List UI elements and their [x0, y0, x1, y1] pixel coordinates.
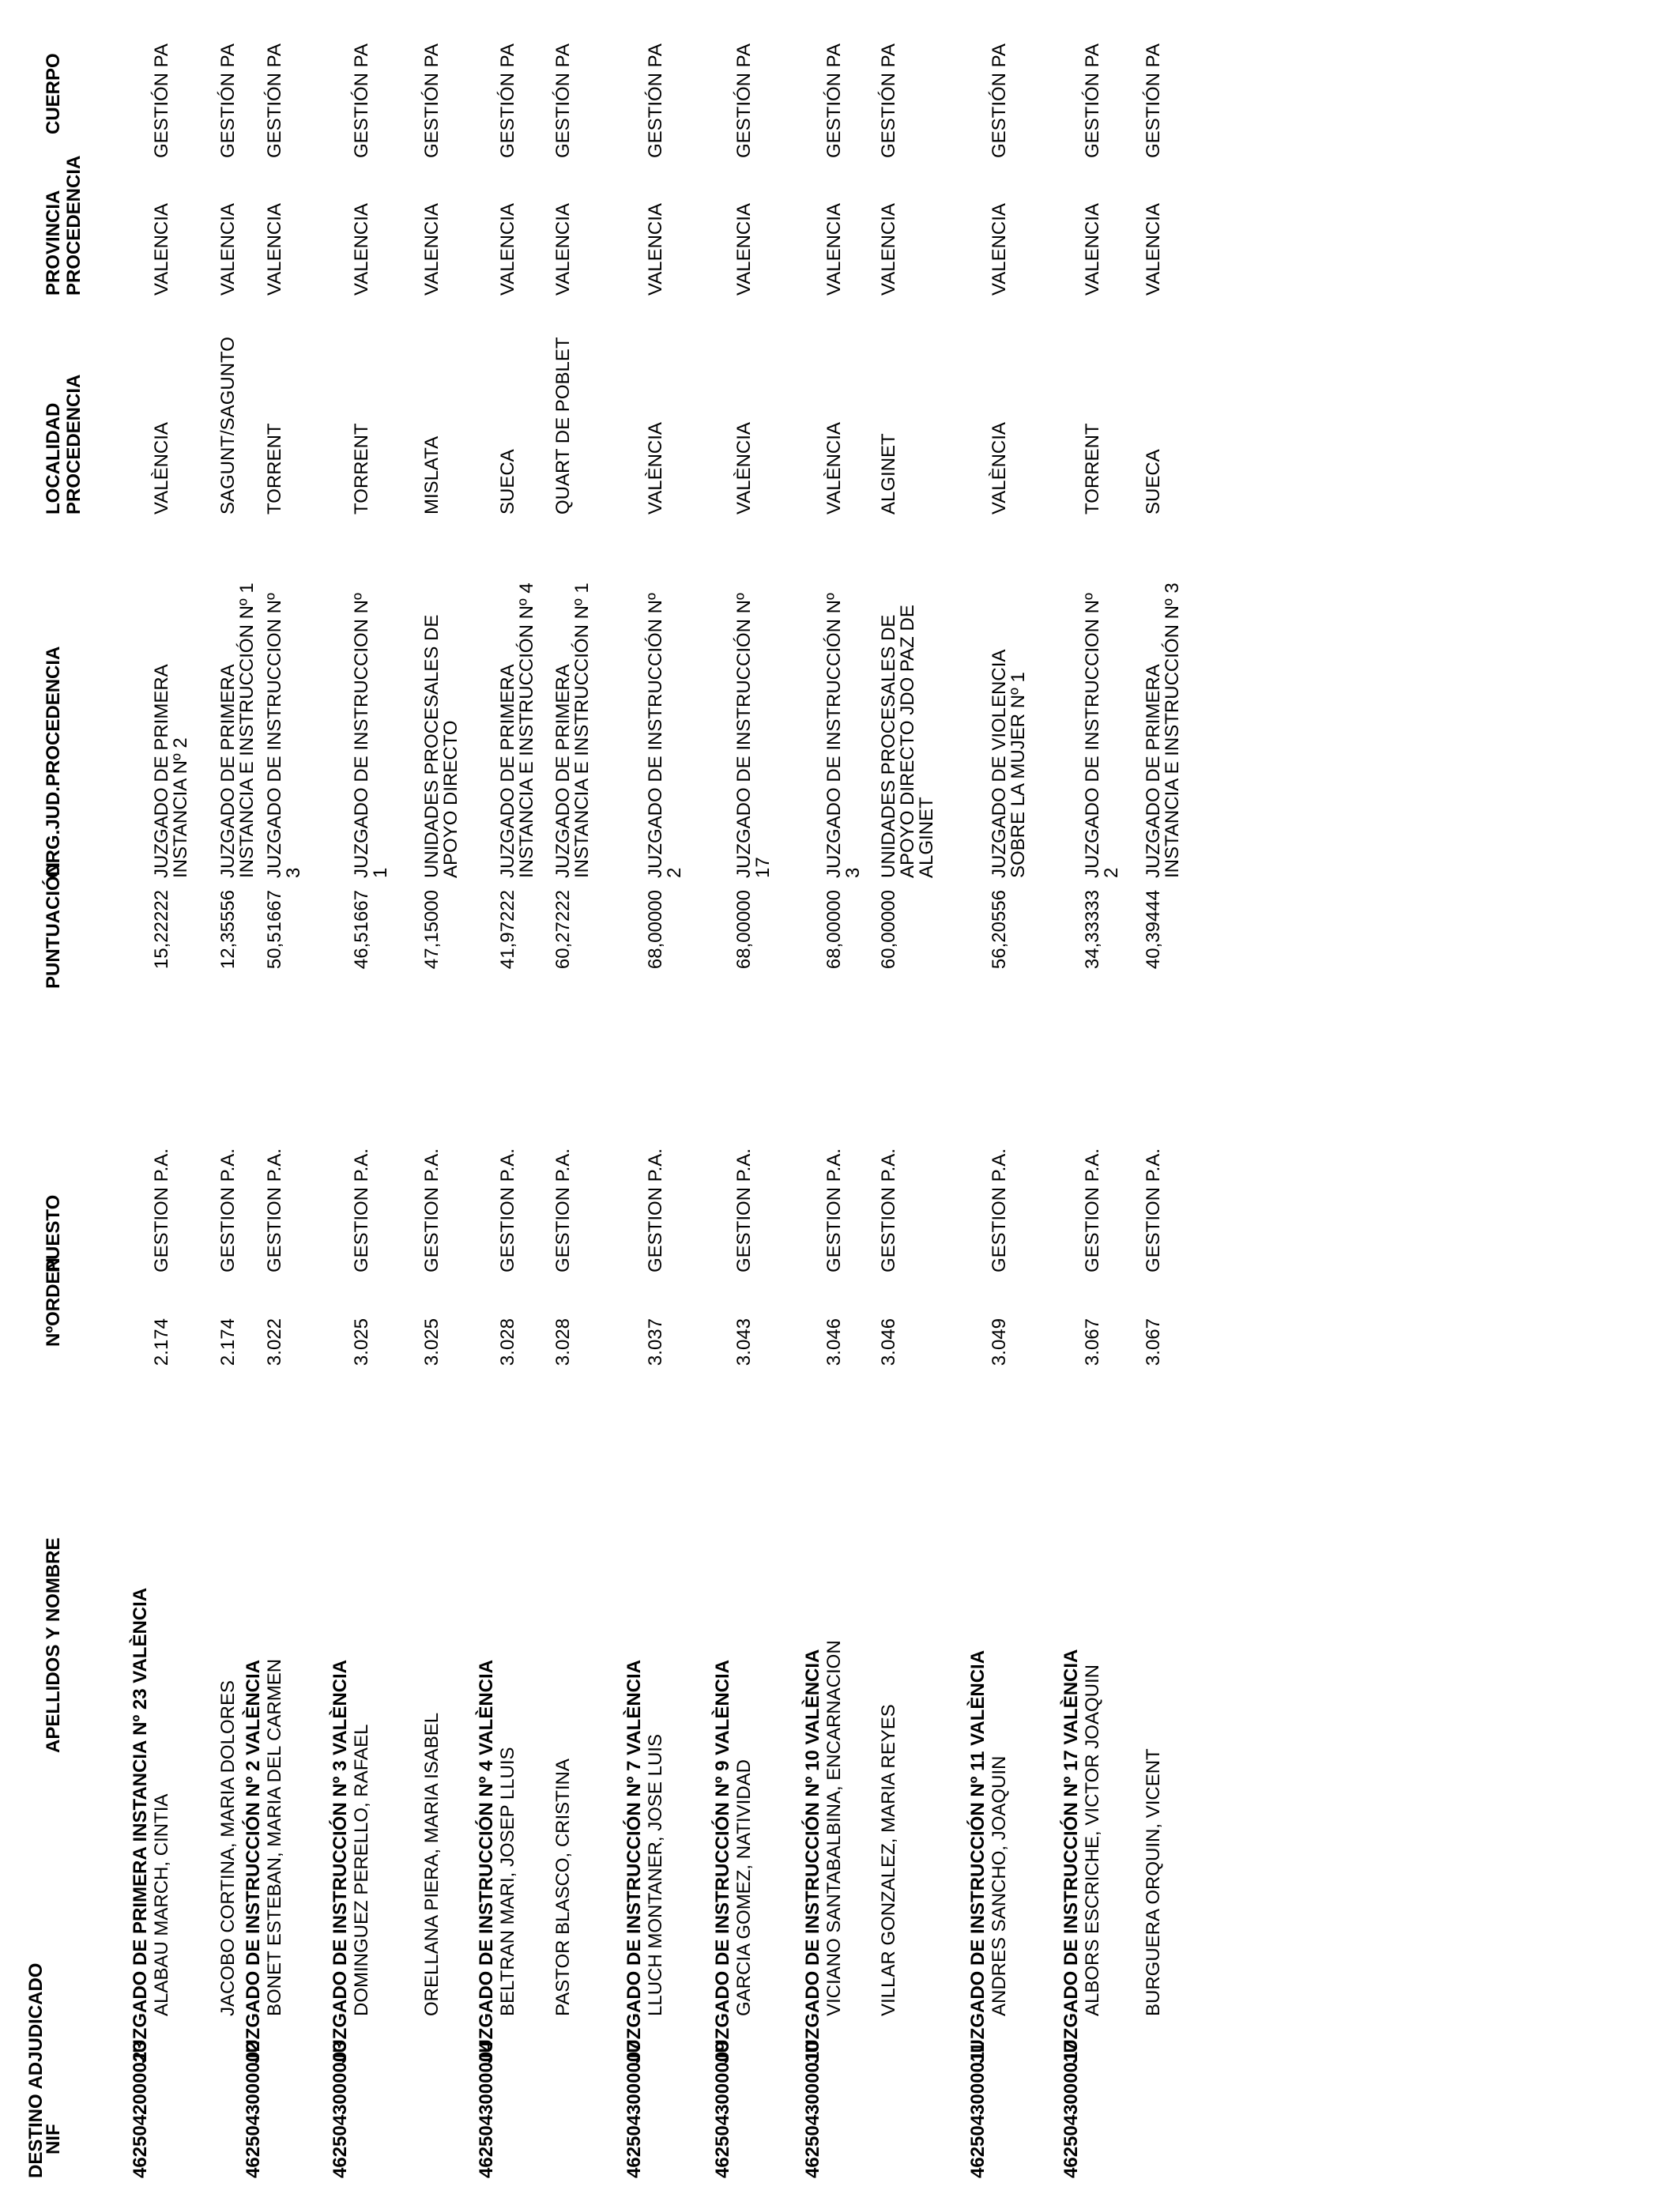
localidad: SAGUNT/SAGUNTO [217, 337, 239, 515]
destino-code: 4625043000007 [623, 2041, 645, 2178]
puntuacion: 68,00000 [733, 890, 755, 970]
puesto: GESTION P.A. [497, 1148, 518, 1272]
organo-line-1: UNIDADES PROCESALES DE [421, 614, 443, 878]
person-name: LLUCH MONTANER, JOSE LUIS [645, 1734, 666, 2016]
puesto: GESTION P.A. [1082, 1148, 1103, 1272]
person-name: VILLAR GONZALEZ, MARIA REYES [878, 1704, 899, 2016]
cuerpo: GESTIÓN PA [645, 43, 666, 158]
localidad: MISLATA [421, 435, 443, 515]
puntuacion: 46,51667 [351, 890, 372, 970]
provincia: VALENCIA [552, 203, 574, 296]
puesto: GESTION P.A. [1143, 1148, 1164, 1272]
destino-code: 4625043000003 [330, 2041, 351, 2178]
person-name: JACOBO CORTINA, MARIA DOLORES [217, 1680, 239, 2016]
organo-line-1: UNIDADES PROCESALES DE [878, 614, 899, 878]
header-puesto: PUESTO [43, 1194, 64, 1272]
organo-line-1: JUZGADO DE PRIMERA [552, 664, 574, 878]
header-org-jud-procedencia: ORG.JUD.PROCEDENCIA [43, 646, 64, 878]
provincia: VALENCIA [878, 203, 899, 296]
destino-court: JUZGADO DE INSTRUCCIÓN Nº 11 VALÈNCIA [967, 1649, 989, 2064]
puesto: GESTION P.A. [151, 1148, 172, 1272]
organo-line-2: 1 [370, 867, 391, 878]
destino-court: JUZGADO DE INSTRUCCIÓN Nº 3 VALÈNCIA [330, 1659, 351, 2064]
document-title: DESTINO ADJUDICADO [25, 1962, 47, 2178]
numero-orden: 3.028 [552, 1318, 574, 1367]
organo-line-1: JUZGADO DE INSTRUCCION Nº [351, 593, 372, 878]
puesto: GESTION P.A. [217, 1148, 239, 1272]
header-localidad-2: PROCEDENCIA [63, 374, 85, 515]
localidad: TORRENT [264, 423, 285, 515]
localidad: SUECA [497, 449, 518, 515]
localidad: TORRENT [351, 423, 372, 515]
provincia: VALENCIA [351, 203, 372, 296]
person-name: VICIANO SANTABALBINA, ENCARNACION [823, 1640, 845, 2016]
organo-line-2: APOYO DIRECTO [440, 720, 461, 878]
destino-code: 4625043000011 [967, 2041, 989, 2178]
organo-line-2: 3 [842, 867, 864, 878]
puntuacion: 68,00000 [823, 890, 845, 970]
puesto: GESTION P.A. [645, 1148, 666, 1272]
header-apellidos-nombre: APELLIDOS Y NOMBRE [43, 1537, 64, 1753]
numero-orden: 3.037 [645, 1318, 666, 1367]
organo-line-1: JUZGADO DE INSTRUCCIÓN Nº [645, 593, 666, 878]
destino-court: JUZGADO DE PRIMERA INSTANCIA Nº 23 VALÈNCIA [130, 1587, 151, 2064]
header-puntuacion: PUNTUACIÓN [43, 862, 64, 989]
localidad: QUART DE POBLET [552, 337, 574, 515]
cuerpo: GESTIÓN PA [151, 43, 172, 158]
destino-court: JUZGADO DE INSTRUCCIÓN Nº 4 VALÈNCIA [476, 1659, 497, 2064]
puntuacion: 47,15000 [421, 890, 443, 970]
provincia: VALENCIA [733, 203, 755, 296]
puesto: GESTION P.A. [552, 1148, 574, 1272]
numero-orden: 3.025 [421, 1318, 443, 1367]
puntuacion: 60,27222 [552, 890, 574, 970]
person-name: DOMINGUEZ PERELLO, RAFAEL [351, 1724, 372, 2016]
organo-line-1: JUZGADO DE INSTRUCCION Nº [1082, 593, 1103, 878]
organo-line-2: INSTANCIA E INSTRUCCIÓN Nº 3 [1162, 582, 1183, 878]
header-numero-orden: NºORDEN [43, 1257, 64, 1347]
numero-orden: 3.067 [1082, 1318, 1103, 1367]
organo-line-1: JUZGADO DE PRIMERA [151, 664, 172, 878]
destino-court: JUZGADO DE INSTRUCCIÓN Nº 9 VALÈNCIA [712, 1659, 733, 2064]
destino-code: 4625043000004 [476, 2041, 497, 2178]
destino-code: 4625043000009 [712, 2041, 733, 2178]
puesto: GESTION P.A. [351, 1148, 372, 1272]
organo-line-1: JUZGADO DE INSTRUCCION Nº [264, 593, 285, 878]
puesto: GESTION P.A. [264, 1148, 285, 1272]
destino-court: JUZGADO DE INSTRUCCIÓN Nº 2 VALÈNCIA [243, 1659, 264, 2064]
destino-code: 4625043000017 [1060, 2041, 1082, 2178]
cuerpo: GESTIÓN PA [989, 43, 1010, 158]
puntuacion: 40,39444 [1143, 890, 1164, 970]
person-name: PASTOR BLASCO, CRISTINA [552, 1759, 574, 2016]
provincia: VALENCIA [497, 203, 518, 296]
destino-court: JUZGADO DE INSTRUCCIÓN Nº 17 VALÈNCIA [1060, 1649, 1082, 2064]
puntuacion: 60,00000 [878, 890, 899, 970]
person-name: BURGUERA ORQUIN, VICENT [1143, 1748, 1164, 2016]
localidad: ALGINET [878, 433, 899, 515]
header-provincia-2: PROCEDENCIA [63, 155, 85, 296]
puntuacion: 34,33333 [1082, 890, 1103, 970]
localidad: VALÈNCIA [989, 422, 1010, 515]
organo-line-1: JUZGADO DE INSTRUCCIÓN Nº [733, 593, 755, 878]
cuerpo: GESTIÓN PA [878, 43, 899, 158]
numero-orden: 3.046 [823, 1318, 845, 1367]
numero-orden: 3.028 [497, 1318, 518, 1367]
provincia: VALENCIA [1143, 203, 1164, 296]
provincia: VALENCIA [151, 203, 172, 296]
puntuacion: 50,51667 [264, 890, 285, 970]
numero-orden: 3.067 [1143, 1318, 1164, 1367]
person-name: BELTRAN MARI, JOSEP LLUIS [497, 1747, 518, 2016]
cuerpo: GESTIÓN PA [733, 43, 755, 158]
numero-orden: 3.025 [351, 1318, 372, 1367]
provincia: VALENCIA [823, 203, 845, 296]
localidad: VALÈNCIA [645, 422, 666, 515]
organo-line-1: JUZGADO DE INSTRUCCIÓN Nº [823, 593, 845, 878]
cuerpo: GESTIÓN PA [1143, 43, 1164, 158]
provincia: VALENCIA [989, 203, 1010, 296]
destino-code: 4625043000002 [243, 2041, 264, 2178]
cuerpo: GESTIÓN PA [1082, 43, 1103, 158]
puntuacion: 68,00000 [645, 890, 666, 970]
puesto: GESTION P.A. [989, 1148, 1010, 1272]
numero-orden: 2.174 [151, 1318, 172, 1367]
puesto: GESTION P.A. [823, 1148, 845, 1272]
localidad: VALÈNCIA [823, 422, 845, 515]
provincia: VALENCIA [421, 203, 443, 296]
organo-line-3: ALGINET [916, 797, 937, 878]
provincia: VALENCIA [217, 203, 239, 296]
header-localidad-1: LOCALIDAD [43, 402, 64, 515]
cuerpo: GESTIÓN PA [552, 43, 574, 158]
cuerpo: GESTIÓN PA [217, 43, 239, 158]
numero-orden: 2.174 [217, 1318, 239, 1367]
cuerpo: GESTIÓN PA [497, 43, 518, 158]
destino-court: JUZGADO DE INSTRUCCIÓN Nº 7 VALÈNCIA [623, 1659, 645, 2064]
organo-line-2: APOYO DIRECTO JDO PAZ DE [897, 605, 918, 878]
localidad: SUECA [1143, 449, 1164, 515]
numero-orden: 3.046 [878, 1318, 899, 1367]
header-provincia-1: PROVINCIA [43, 190, 64, 296]
organo-line-2: 3 [283, 867, 304, 878]
organo-line-2: 2 [1101, 867, 1122, 878]
organo-line-2: 2 [664, 867, 685, 878]
localidad: VALÈNCIA [733, 422, 755, 515]
organo-line-2: 17 [752, 857, 774, 878]
person-name: ANDRES SANCHO, JOAQUIN [989, 1755, 1010, 2016]
puesto: GESTION P.A. [878, 1148, 899, 1272]
organo-line-1: JUZGADO DE PRIMERA [497, 664, 518, 878]
person-name: BONET ESTEBAN, MARIA DEL CARMEN [264, 1658, 285, 2016]
organo-line-1: JUZGADO DE VIOLENCIA [989, 649, 1010, 878]
organo-line-1: JUZGADO DE PRIMERA [217, 664, 239, 878]
cuerpo: GESTIÓN PA [351, 43, 372, 158]
cuerpo: GESTIÓN PA [264, 43, 285, 158]
person-name: GARCIA GOMEZ, NATIVIDAD [733, 1759, 755, 2016]
puesto: GESTION P.A. [421, 1148, 443, 1272]
organo-line-2: INSTANCIA E INSTRUCCIÓN Nº 1 [236, 582, 258, 878]
organo-line-1: JUZGADO DE PRIMERA [1143, 664, 1164, 878]
destino-court: JUZGADO DE INSTRUCCIÓN Nº 10 VALÈNCIA [802, 1649, 823, 2064]
puntuacion: 15,22222 [151, 890, 172, 970]
destino-code: 4625042000023 [130, 2041, 151, 2178]
person-name: ALABAU MARCH, CINTIA [151, 1793, 172, 2016]
header-cuerpo: CUERPO [43, 53, 64, 134]
puntuacion: 12,35556 [217, 890, 239, 970]
person-name: ALBORS ESCRICHE, VICTOR JOAQUIN [1082, 1664, 1103, 2016]
organo-line-2: INSTANCIA Nº 2 [170, 737, 191, 878]
organo-line-2: SOBRE LA MUJER Nº 1 [1008, 672, 1029, 878]
puntuacion: 41,97222 [497, 890, 518, 970]
person-name: ORELLANA PIERA, MARIA ISABEL [421, 1712, 443, 2016]
provincia: VALENCIA [1082, 203, 1103, 296]
organo-line-2: INSTANCIA E INSTRUCCIÓN Nº 4 [516, 582, 537, 878]
puesto: GESTION P.A. [733, 1148, 755, 1272]
localidad: TORRENT [1082, 423, 1103, 515]
numero-orden: 3.022 [264, 1318, 285, 1367]
provincia: VALENCIA [645, 203, 666, 296]
provincia: VALENCIA [264, 203, 285, 296]
numero-orden: 3.049 [989, 1318, 1010, 1367]
cuerpo: GESTIÓN PA [823, 43, 845, 158]
localidad: VALÈNCIA [151, 422, 172, 515]
numero-orden: 3.043 [733, 1318, 755, 1367]
destino-code: 4625043000010 [802, 2041, 823, 2178]
cuerpo: GESTIÓN PA [421, 43, 443, 158]
puntuacion: 56,20556 [989, 890, 1010, 970]
organo-line-2: INSTANCIA E INSTRUCCIÓN Nº 1 [571, 582, 593, 878]
header-nif: NIF [43, 2124, 64, 2154]
